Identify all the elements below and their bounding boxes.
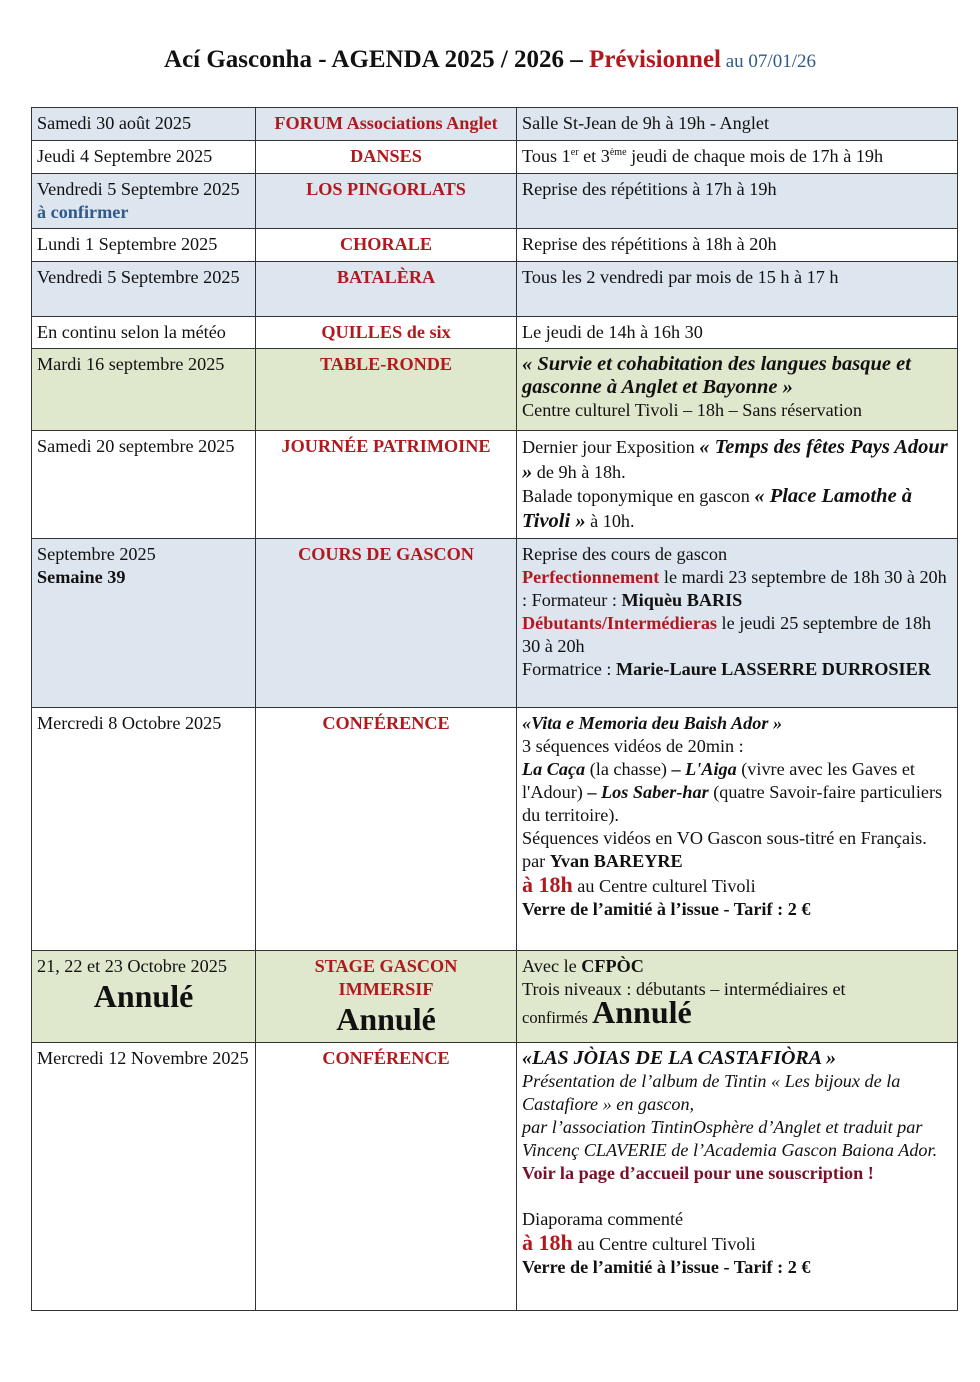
activity-cell: CHORALE bbox=[256, 229, 517, 262]
title-status: Prévisionnel bbox=[589, 46, 721, 73]
walk-title: « Place Lamothe à Tivoli » bbox=[522, 485, 913, 532]
separator: – bbox=[671, 759, 686, 779]
separator: – bbox=[587, 782, 602, 802]
agenda-table bbox=[31, 107, 958, 1311]
activity-cell bbox=[256, 951, 517, 1043]
teacher-line bbox=[522, 658, 952, 681]
agenda-row-conference-nov bbox=[32, 1043, 958, 1311]
details-text: Avec le bbox=[522, 956, 582, 976]
date-cell: Mercredi 8 Octobre 2025 bbox=[32, 708, 256, 951]
activity-cell: LOS PINGORLATS bbox=[256, 174, 517, 229]
activity-cell: CONFÉRENCE bbox=[256, 708, 517, 951]
date-cell bbox=[32, 174, 256, 229]
details-cell bbox=[517, 141, 958, 174]
details-cell: Le jeudi de 14h à 16h 30 bbox=[517, 317, 958, 349]
spacer bbox=[522, 1185, 952, 1208]
event-venue: au Centre culturel Tivoli bbox=[572, 876, 756, 896]
page-title bbox=[0, 46, 980, 74]
org-line bbox=[522, 955, 952, 978]
title-date: au 07/01/26 bbox=[720, 51, 816, 72]
details-text: Dernier jour Exposition bbox=[522, 437, 700, 457]
superscript: er bbox=[570, 146, 579, 158]
level-beginner bbox=[522, 612, 952, 658]
event-time: à 18h bbox=[522, 1230, 573, 1255]
details-cell: Tous les 2 vendredi par mois de 15 h à 17 h bbox=[517, 262, 958, 317]
org-name: CFPÒC bbox=[581, 956, 644, 976]
activity-cell: COURS DE GASCON bbox=[256, 539, 517, 708]
agenda-row-chorale bbox=[32, 229, 958, 262]
date-text: Septembre 2025 bbox=[37, 544, 156, 564]
event-venue: au Centre culturel Tivoli bbox=[572, 1234, 756, 1254]
exhibition-line bbox=[522, 435, 952, 484]
teacher-name: Marie-Laure LASSERRE DURROSIER bbox=[615, 659, 931, 679]
details-cell bbox=[517, 951, 958, 1043]
agenda-row-conference-oct bbox=[32, 708, 958, 951]
teacher-name: Miquèu BARIS bbox=[621, 590, 743, 610]
date-cell: Vendredi 5 Septembre 2025 bbox=[32, 262, 256, 317]
agenda-row-cours bbox=[32, 539, 958, 708]
event-venue: Centre culturel Tivoli – 18h – Sans réservation bbox=[522, 400, 862, 420]
details-text: Trois niveaux : débutants – intermédiaires et bbox=[522, 979, 846, 999]
event-description: par l’association TintinOsphère d’Anglet et traduit par Vincenç CLAVERIE de l’Academia Gascon Baiona Ador. bbox=[522, 1117, 938, 1160]
agenda-row-stage bbox=[32, 951, 958, 1043]
date-cell bbox=[32, 951, 256, 1043]
cancelled-badge: Annulé bbox=[592, 994, 692, 1030]
details-text: (la chasse) bbox=[585, 759, 672, 779]
date-cell: Samedi 20 septembre 2025 bbox=[32, 431, 256, 539]
speaker-name: Yvan BAREYRE bbox=[549, 851, 683, 871]
details-text: et 3 bbox=[578, 146, 610, 166]
details-text: jeudi de chaque mois de 17h à 19h bbox=[626, 146, 884, 166]
event-title: « Survie et cohabitation des langues basque et gasconne à Anglet et Bayonne » bbox=[522, 353, 911, 398]
date-cell: Samedi 30 août 2025 bbox=[32, 108, 256, 141]
details-text: par bbox=[522, 851, 550, 871]
time-line bbox=[522, 873, 952, 898]
details-cell bbox=[517, 349, 958, 431]
level-advanced bbox=[522, 566, 952, 612]
activity-cell: JOURNÉE PATRIMOINE bbox=[256, 431, 517, 539]
event-time: à 18h bbox=[522, 872, 573, 897]
activity-name: STAGE GASCON IMMERSIF bbox=[314, 956, 458, 999]
details-text: Balade toponymique en gascon bbox=[522, 486, 755, 506]
date-cell: Lundi 1 Septembre 2025 bbox=[32, 229, 256, 262]
agenda-row-table-ronde bbox=[32, 349, 958, 431]
date-cell: Mardi 16 septembre 2025 bbox=[32, 349, 256, 431]
activity-cell: TABLE-RONDE bbox=[256, 349, 517, 431]
date-cell: Jeudi 4 Septembre 2025 bbox=[32, 141, 256, 174]
time-line bbox=[522, 1231, 952, 1256]
details-text: (vivre avec les Gaves et l'Adour) bbox=[522, 759, 915, 802]
date-cell: En continu selon la météo bbox=[32, 317, 256, 349]
cancelled-badge: Annulé bbox=[93, 978, 194, 1014]
details-cell: Reprise des répétitions à 18h à 20h bbox=[517, 229, 958, 262]
details-text: de 9h à 18h. bbox=[532, 461, 626, 482]
details-text: Reprise des cours de gascon bbox=[522, 544, 728, 564]
price-line: Verre de l’amitié à l’issue - Tarif : 2 € bbox=[522, 899, 811, 919]
week-label: Semaine 39 bbox=[37, 567, 126, 587]
level-label: Perfectionnement bbox=[522, 567, 660, 587]
event-title: «LAS JÒIAS DE LA CASTAFIÒRA » bbox=[522, 1047, 837, 1069]
date-text: 21, 22 et 23 Octobre 2025 bbox=[37, 956, 227, 976]
details-text: (quatre Savoir-faire particuliers du territoire). bbox=[522, 782, 943, 825]
details-cell bbox=[517, 1043, 958, 1311]
agenda-row-batalera bbox=[32, 262, 958, 317]
activity-cell: DANSES bbox=[256, 141, 517, 174]
level-label: Débutants/Intermédieras bbox=[522, 613, 717, 633]
subscription-link[interactable]: Voir la page d’accueil pour une souscription ! bbox=[522, 1163, 874, 1183]
date-note: à confirmer bbox=[37, 202, 129, 222]
date-cell bbox=[32, 539, 256, 708]
date-cell: Mercredi 12 Novembre 2025 bbox=[32, 1043, 256, 1311]
details-text: le jeudi 25 septembre de 18h 30 à 20h bbox=[522, 613, 932, 656]
details-cell bbox=[517, 708, 958, 951]
title-main: Ací Gasconha - AGENDA 2025 / 2026 – bbox=[164, 46, 590, 73]
details-text: 3 séquences vidéos de 20min : bbox=[522, 736, 744, 756]
film-title: La Caça bbox=[522, 759, 586, 779]
details-text: Formatrice : bbox=[522, 659, 616, 679]
event-title: «Vita e Memoria deu Baish Ador » bbox=[522, 713, 783, 733]
agenda-row-patrimoine bbox=[32, 431, 958, 539]
details-text: Diaporama commenté bbox=[522, 1209, 684, 1229]
film-title: L'Aiga bbox=[685, 759, 737, 779]
film-title: Los Saber-har bbox=[601, 782, 709, 802]
exhibition-title: « Temps des fêtes Pays Adour » bbox=[522, 436, 948, 483]
agenda-row-danses bbox=[32, 141, 958, 174]
details-cell bbox=[517, 539, 958, 708]
films-list bbox=[522, 758, 952, 827]
details-text: à 10h. bbox=[585, 510, 635, 531]
details-cell: Reprise des répétitions à 17h à 19h bbox=[517, 174, 958, 229]
cancelled-badge: Annulé bbox=[336, 1001, 436, 1037]
details-text: Tous 1 bbox=[522, 146, 571, 166]
superscript: ème bbox=[609, 146, 627, 158]
details-cell: Salle St-Jean de 9h à 19h - Anglet bbox=[517, 108, 958, 141]
activity-cell: BATALÈRA bbox=[256, 262, 517, 317]
date-text: Vendredi 5 Septembre 2025 bbox=[37, 179, 240, 199]
details-text: Séquences vidéos en VO Gascon sous-titré en Français. bbox=[522, 828, 927, 848]
activity-cell: QUILLES de six bbox=[256, 317, 517, 349]
speaker-line bbox=[522, 850, 952, 873]
agenda-row-forum bbox=[32, 108, 958, 141]
agenda-row-quilles bbox=[32, 317, 958, 349]
activity-cell: FORUM Associations Anglet bbox=[256, 108, 517, 141]
price-line: Verre de l’amitié à l’issue - Tarif : 2 € bbox=[522, 1257, 811, 1277]
activity-cell: CONFÉRENCE bbox=[256, 1043, 517, 1311]
status-line bbox=[522, 994, 952, 1030]
agenda-row-pingorlats bbox=[32, 174, 958, 229]
details-text: le mardi 23 septembre de 18h 30 à 20h : Formateur : bbox=[522, 567, 947, 610]
details-cell bbox=[517, 431, 958, 539]
details-text: confirmés bbox=[522, 1008, 593, 1027]
walk-line bbox=[522, 484, 952, 533]
event-description: Présentation de l’album de Tintin « Les bijoux de la Castafiore » en gascon, bbox=[522, 1071, 901, 1114]
